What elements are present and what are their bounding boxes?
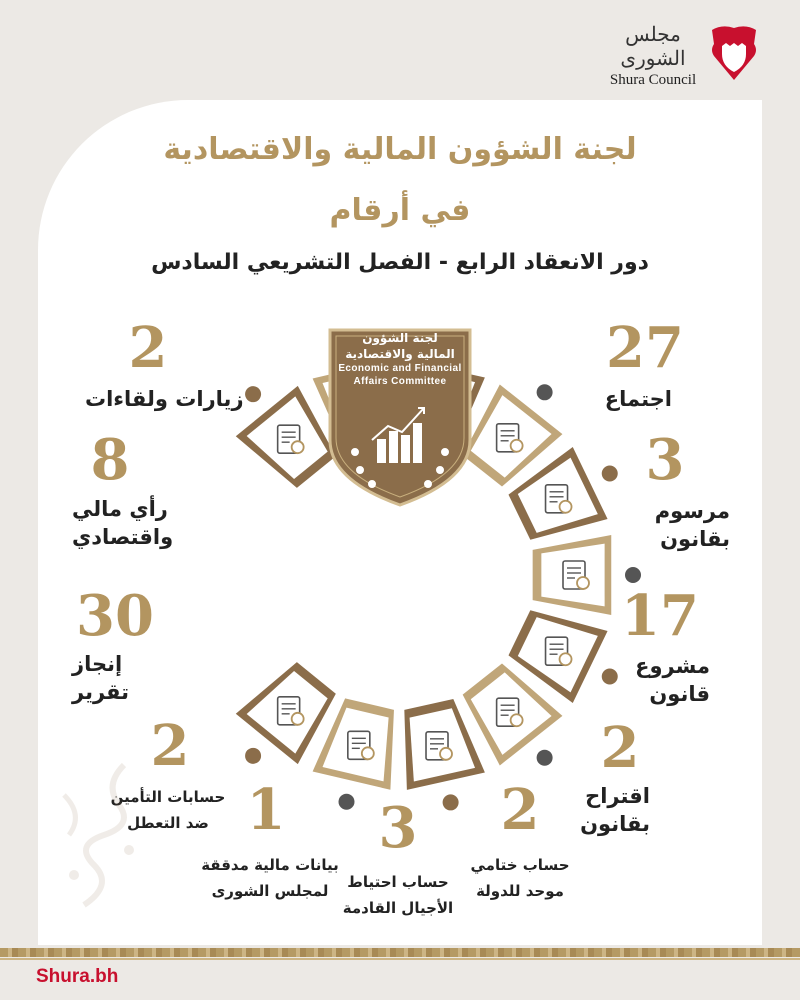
- stat-proposals-label: اقتراح بقانون: [580, 784, 650, 837]
- stat-final-account-label: حساب ختامي موحد للدولة: [470, 856, 570, 900]
- stat-insurance-value: 2: [150, 713, 190, 779]
- stat-reports-label: إنجاز تقرير: [72, 652, 130, 705]
- stat-draft-laws-label: مشروع قانون: [635, 654, 710, 707]
- connector-dot: [602, 668, 618, 684]
- stat-visits-value: 2: [128, 315, 168, 381]
- stat-reserve-label: حساب احتياط الأجيال القادمة: [342, 873, 454, 917]
- stat-opinions-value: 8: [90, 427, 130, 493]
- connector-dot: [245, 386, 261, 402]
- ring-segment-inner: [541, 544, 604, 607]
- stat-opinions-label: رأي مالي واقتصادي: [72, 497, 174, 550]
- council-name-ar: مجلس الشورى: [620, 22, 686, 70]
- stat-draft-laws-value: 17: [621, 583, 699, 649]
- stat-decree-label: مرسوم بقانون: [654, 499, 730, 552]
- connector-dot: [245, 748, 261, 764]
- stat-decree-value: 3: [645, 427, 685, 493]
- page-title-sub: في أرقام: [329, 193, 471, 228]
- badge-name-ar: لجنة الشؤون المالية والاقتصادية: [345, 331, 455, 362]
- stat-reserve-value: 3: [378, 795, 418, 861]
- stat-meetings-label: اجتماع: [604, 387, 672, 411]
- council-name-en: Shura Council: [609, 72, 697, 88]
- connector-dot: [602, 466, 618, 482]
- stat-proposals-value: 2: [600, 715, 640, 781]
- connector-dot: [339, 794, 355, 810]
- connector-dot: [625, 567, 641, 583]
- website-link[interactable]: Shura.bh: [36, 966, 119, 987]
- stat-insurance-label: حسابات التأمين ضد التعطل: [110, 788, 226, 832]
- session-subtitle: دور الانعقاد الرابع - الفصل التشريعي السادس: [151, 250, 649, 275]
- badge-name-en: Economic and Financial Affairs Committee: [338, 363, 462, 387]
- stat-reports-value: 30: [76, 583, 154, 649]
- stat-audited-label: بيانات مالية مدققة لمجلس الشورى: [201, 856, 339, 900]
- stat-audited-value: 1: [246, 777, 286, 843]
- footer-gold-border: [0, 948, 800, 957]
- calligraphy-watermark-icon: [44, 755, 149, 925]
- connector-dot: [537, 384, 553, 400]
- connector-dot: [443, 794, 459, 810]
- stat-visits-label: زيارات ولقاءات: [85, 387, 244, 411]
- stat-meetings-value: 27: [606, 315, 684, 381]
- connector-dot: [537, 750, 553, 766]
- footer-gold-line: [0, 958, 800, 960]
- page-title: لجنة الشؤون المالية والاقتصادية: [163, 132, 637, 167]
- stat-final-account-value: 2: [500, 777, 540, 843]
